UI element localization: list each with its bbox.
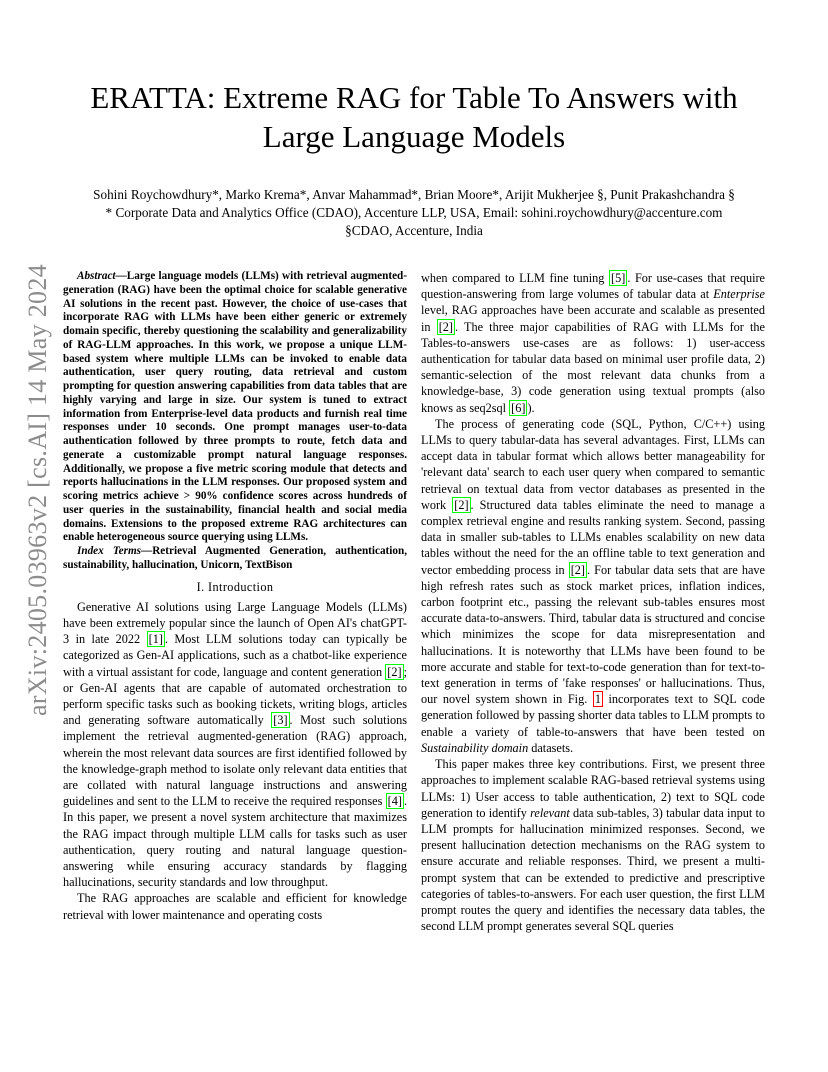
index-terms-label: Index Terms [77,545,142,557]
paragraph-text: This paper makes three key contributions. First, we present three approaches to implement scalable RAG-based retrieval systems using LLMs: 1) User access to table authentication, 2) text to SQL code generation to identify [421,757,765,820]
citation-link[interactable]: [6] [511,400,526,415]
paper-title: ERATTA: Extreme RAG for Table To Answers with Large Language Models [90,80,738,154]
author-list: Sohini Roychowdhury*, Marko Krema*, Anvar Mahammad*, Brian Moore*, Arijit Mukherjee §, Punit Prakashchandra § [93,187,735,202]
citation-link[interactable]: [5] [611,271,626,285]
affiliation-primary: * Corporate Data and Analytics Office (CDAO), Accenture LLP, USA, Email: sohini.roychowdhury@accenture.com [105,205,723,220]
paragraph-text: . For use-cases that require question-answering from large volumes of tabular data at [421,271,765,302]
affiliation-secondary: §CDAO, Accenture, India [345,223,483,238]
citation-link[interactable]: [2] [570,562,585,577]
paragraph-text: ). [527,400,535,415]
paragraph-text: . For tabular data sets that are have high refresh rates such as stock market prices, inflation indices, carbon footprint etc., passing the relevant sub-tables ensures most accurate data-to-answers. Third, tabular data is structured and concise which minimizes the scope for data misrepresentation and hallucinations. It is noteworthy that LLMs have been found to be more accurate and stable for text-to-code generation than for text-to-text generation in terms of 'fake responses' or hallucinations. Thus, our novel system shown in Fig. [421,562,765,707]
right-column [421,270,765,934]
intro-paragraph-2-continued [421,270,765,416]
paragraph-text: datasets. [528,740,574,755]
citation-link[interactable]: [2] [454,497,469,512]
abstract [63,270,407,545]
intro-paragraph-3 [421,416,765,756]
paragraph-text: . In this paper, we present a novel system architecture that maximizes the RAG impact through multiple LLM calls for tasks such as user authentication, query routing and natural language question-answering while ensuring accuracy standards by flagging hallucinations, security standards and low throughput. [63,794,407,890]
author-block [50,186,778,240]
paragraph-text: incorporates text to SQL code generation followed by passing shorter data tables to LLM prompts to enable a variety of table-to-answers that have been tested on [421,692,765,739]
paragraph-text: . Most LLM solutions today can typically be categorized as Gen-AI applications, such as a chatbot-like experience with a virtual assistant for code, language and content generation [63,632,407,679]
index-terms [63,545,407,573]
arxiv-id-text: arXiv:2405.03963v2 [cs.AI] 14 May 2024 [23,264,53,716]
paragraph-text: The process of generating code (SQL, Python, C/C++) using LLMs to query tabular-data has several advantages. First, LLMs can accept data in tabular format which allows better manageability for 'relevant data' search to each user query when compared to semantic retrieval on textual data from vector databases as presented in the work [421,416,765,512]
index-terms-text: —Retrieval Augmented Generation, authentication, sustainability, hallucination, Unicorn, TextBison [63,545,407,571]
paragraph-text: level, RAG approaches have been accurate and scalable as presented in [421,303,765,334]
citation-link[interactable]: [4] [387,794,402,809]
paragraph-text: . The three major capabilities of RAG with LLMs for the Tables-to-answers use-cases are as follows: 1) user-access authentication for tabular data based on minimal user profile data, 2) semantic-selection of the most relevant data chunks from a knowledge-base, 3) code generation using textual prompts (also knows as seq2sql [421,319,765,415]
abstract-text: —Large language models (LLMs) with retrieval augmented-generation (RAG) have been the optimal choice for scalable generative AI solutions in the recent past. However, the choice of use-cases that incorporate RAG with LLMs have been either generic or extremely domain specific, thereby questioning the scalability and generalizability of RAG-LLM approaches. In this work, we propose a unique LLM-based system where multiple LLMs can be invoked to enable data authentication, user query routing, data retrieval and custom prompting for question answering capabilities from data tables that are highly varying and large in size. Our system is tuned to extract information from Enterprise-level data products and furnish real time responses under 10 seconds. One prompt manages user-to-data authentication followed by three prompts to route, fetch data and generate a customizable prompt natural language responses. Additionally, we propose a five metric scoring module that detects and reports hallucinations in the LLM responses. Our proposed system and scoring metrics achieve > 90% confidence scores across hundreds of user queries in the sustainability, financial health and social media domains. Extensions to the proposed extreme RAG architectures can enable heterogeneous source querying using LLMs. [63,270,407,544]
intro-paragraph-1 [63,599,407,891]
paragraph-text: . Most such solutions implement the retrieval augmented-generation (RAG) approach, wherein the most relevant data sources are first identified followed by the knowledge-graph method to isolate only relevant data entities that are collated with natural language instructions and answering guidelines and sent to the LLM to receive the required responses [63,713,408,809]
emphasis-text: relevant [530,805,570,820]
emphasis-text: Enterprise [713,287,765,302]
paragraph-text: . Structured data tables eliminate the need to manage a complex retrieval engine and results ranking system. Second, passing data in smaller sub-tables to LLMs enables scalability on new data tables without the need for the an offline table to text generation and vector embedding process in [421,497,765,577]
intro-paragraph-4 [421,756,765,934]
arxiv-identifier-stamp [18,264,58,716]
section-heading-introduction: I. Introduction [196,579,274,594]
citation-link[interactable]: [2] [387,664,402,679]
citation-link[interactable]: [1] [148,632,163,647]
paragraph-text: data sub-tables, 3) tabular data input to LLM prompts for hallucination minimized responses. Second, we present hallucination detection mechanisms on the RAG system to ensure accurate and reliable responses. Third, we present a multi-prompt system that can be extended to predictive and prescriptive categories of tables-to-answers. For each user question, the first LLM prompt routes the query and identifies the necessary data tables, the second LLM prompt generates several SQL queries [421,805,766,934]
abstract-label: Abstract [77,270,116,282]
paragraph-text: when compared to LLM fine tuning [421,271,610,285]
citation-link[interactable]: [2] [438,319,453,334]
citation-link[interactable]: [3] [273,713,288,728]
figure-link[interactable]: 1 [594,692,601,707]
paragraph-text: Generative AI solutions using Large Language Models (LLMs) have been extremely popular since the launch of Open AI's chatGPT-3 in late 2022 [63,599,407,647]
left-column [63,270,407,923]
paragraph-text: ; or Gen-AI agents that are capable of automated orchestration to perform specific tasks such as booking tickets, writing blogs, articles and generating software automatically [63,664,407,728]
intro-paragraph-2: The RAG approaches are scalable and efficient for knowledge retrieval with lower maintenance and operating costs [63,891,407,922]
emphasis-text: Sustainability domain [421,740,529,755]
